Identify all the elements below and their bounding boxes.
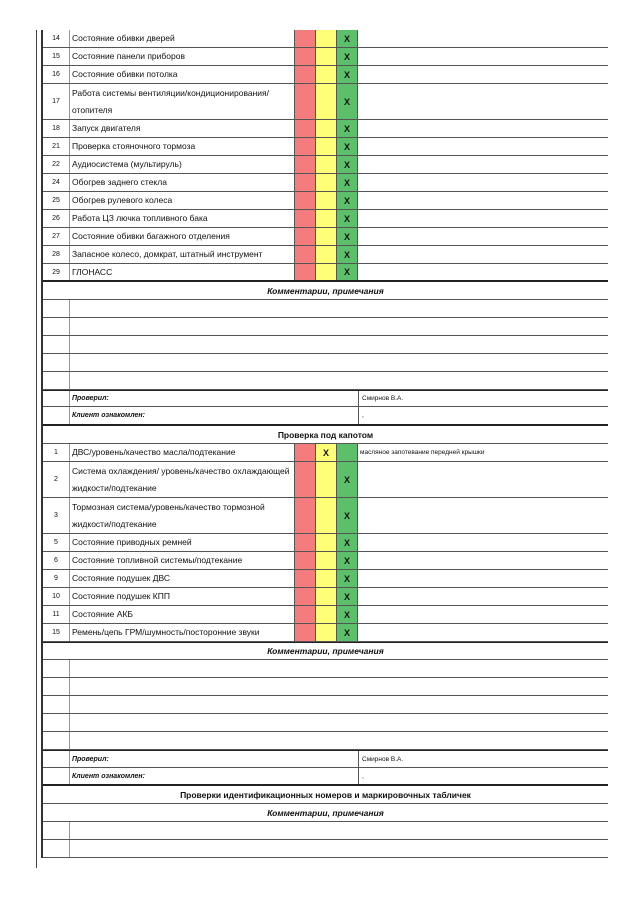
comment-line[interactable] (43, 696, 608, 714)
checklist-row (43, 48, 608, 66)
status-bad-cell[interactable] (294, 624, 315, 641)
item-note[interactable] (358, 66, 608, 83)
item-number: 27 (43, 228, 70, 245)
checklist-row (43, 66, 608, 84)
status-ok-cell[interactable]: X (336, 156, 358, 173)
item-note[interactable] (358, 228, 608, 245)
client-value[interactable]: , (362, 412, 364, 419)
item-name: Тормозная система/уровень/качество тормозной жидкости/подтекание (72, 501, 265, 529)
checklist-row (43, 444, 608, 462)
item-number: 24 (43, 174, 70, 191)
status-warn-cell[interactable] (315, 84, 336, 119)
status-ok-cell[interactable]: X (336, 462, 358, 497)
status-warn-cell[interactable] (315, 210, 336, 227)
item-number: 15 (43, 624, 70, 641)
checklist-row (43, 228, 608, 246)
item-number: 14 (43, 30, 70, 47)
inspection-sheet (41, 30, 608, 858)
item-name: Состояние обивки багажного отделения (72, 231, 230, 241)
status-bad-cell[interactable] (294, 534, 315, 551)
comment-line[interactable] (43, 822, 608, 840)
status-bad-cell[interactable] (294, 30, 315, 47)
status-bad-cell[interactable] (294, 66, 315, 83)
item-number: 18 (43, 120, 70, 137)
comment-line[interactable] (43, 732, 608, 750)
item-name: Проверка стояночного тормоза (72, 141, 196, 151)
checked-value[interactable]: Смирнов В.А. (362, 755, 404, 763)
item-number: 16 (43, 66, 70, 83)
comment-line[interactable] (43, 840, 608, 858)
checklist-row (43, 606, 608, 624)
status-warn-cell[interactable] (315, 66, 336, 83)
item-name: Состояние обивки потолка (72, 69, 178, 79)
item-number: 11 (43, 606, 70, 623)
status-warn-cell[interactable]: X (315, 444, 336, 461)
item-number: 2 (43, 462, 70, 497)
checklist-row (43, 498, 608, 534)
status-bad-cell[interactable] (294, 498, 315, 533)
item-name: Состояние подушек КПП (72, 591, 170, 601)
status-warn-cell[interactable] (315, 498, 336, 533)
status-warn-cell[interactable] (315, 48, 336, 65)
item-note[interactable] (358, 588, 608, 605)
status-warn-cell[interactable] (315, 552, 336, 569)
status-bad-cell[interactable] (294, 174, 315, 191)
item-name: Состояние подушек ДВС (72, 573, 171, 583)
status-bad-cell[interactable] (294, 138, 315, 155)
status-bad-cell[interactable] (294, 120, 315, 137)
checklist-row (43, 156, 608, 174)
status-bad-cell[interactable] (294, 570, 315, 587)
item-number: 1 (43, 444, 70, 461)
comment-line[interactable] (43, 372, 608, 390)
item-name: Обогрев рулевого колеса (72, 195, 173, 205)
item-note[interactable] (358, 48, 608, 65)
engine-comments-title: Комментарии, примечания (43, 642, 608, 660)
checklist-row (43, 534, 608, 552)
item-note[interactable] (358, 174, 608, 191)
status-bad-cell[interactable] (294, 84, 315, 119)
id-numbers-title: Проверки идентификационных номеров и маркировочных табличек (43, 786, 608, 804)
checklist-row (43, 588, 608, 606)
status-ok-cell[interactable]: X (336, 498, 358, 533)
page-margin-line (36, 30, 37, 868)
status-bad-cell[interactable] (294, 156, 315, 173)
item-note[interactable] (358, 84, 608, 119)
status-bad-cell[interactable] (294, 228, 315, 245)
checklist-row (43, 624, 608, 642)
item-number: 22 (43, 156, 70, 173)
item-number: 17 (43, 84, 70, 119)
status-warn-cell[interactable] (315, 534, 336, 551)
checklist-row (43, 84, 608, 120)
item-number: 15 (43, 48, 70, 65)
status-warn-cell[interactable] (315, 30, 336, 47)
status-ok-cell[interactable]: X (336, 84, 358, 119)
status-warn-cell[interactable] (315, 462, 336, 497)
item-note[interactable] (358, 264, 608, 280)
status-bad-cell[interactable] (294, 192, 315, 209)
item-name: Состояние обивки дверей (72, 33, 175, 43)
status-ok-cell[interactable]: X (336, 228, 358, 245)
status-bad-cell[interactable] (294, 264, 315, 280)
checklist-row (43, 552, 608, 570)
item-note[interactable]: масляное запотевание передней крышки (360, 449, 485, 456)
checked-value[interactable]: Смирнов В.А. (362, 395, 404, 402)
status-ok-cell[interactable]: X (336, 174, 358, 191)
status-bad-cell[interactable] (294, 48, 315, 65)
item-number: 28 (43, 246, 70, 263)
status-warn-cell[interactable] (315, 228, 336, 245)
item-name: Состояние топливной системы/подтекание (72, 555, 243, 565)
status-warn-cell[interactable] (315, 174, 336, 191)
status-ok-cell[interactable]: X (336, 120, 358, 137)
interior-checklist (43, 30, 608, 282)
item-name: Ремень/цепь ГРМ/шумность/посторонние звуки (72, 627, 260, 637)
item-note[interactable] (358, 498, 608, 533)
item-note[interactable] (358, 462, 608, 497)
checked-label: Проверил: (70, 751, 359, 767)
status-ok-cell[interactable]: X (336, 624, 358, 641)
status-warn-cell[interactable] (315, 246, 336, 263)
status-bad-cell[interactable] (294, 246, 315, 263)
status-ok-cell[interactable]: X (336, 192, 358, 209)
status-bad-cell[interactable] (294, 606, 315, 623)
item-note[interactable] (358, 534, 608, 551)
item-name: ДВС/уровень/качество масла/подтекание (72, 447, 236, 457)
status-ok-cell[interactable]: X (336, 210, 358, 227)
engine-bay-title: Проверка под капотом (43, 426, 608, 444)
status-warn-cell[interactable] (315, 192, 336, 209)
status-warn-cell[interactable] (315, 264, 336, 280)
item-number: 26 (43, 210, 70, 227)
status-bad-cell[interactable] (294, 462, 315, 497)
item-note[interactable] (358, 624, 608, 641)
status-bad-cell[interactable] (294, 552, 315, 569)
checklist-row (43, 210, 608, 228)
status-bad-cell[interactable] (294, 444, 315, 461)
checklist-row (43, 246, 608, 264)
item-name: Состояние АКБ (72, 609, 133, 619)
item-number: 3 (43, 498, 70, 533)
comment-line[interactable] (43, 336, 608, 354)
id-comments-title: Комментарии, примечания (43, 804, 608, 822)
id-comments-area (43, 822, 608, 858)
checklist-row (43, 192, 608, 210)
item-note[interactable] (358, 30, 608, 47)
item-number: 10 (43, 588, 70, 605)
item-note[interactable] (358, 570, 608, 587)
item-note[interactable] (358, 192, 608, 209)
status-ok-cell[interactable]: X (336, 534, 358, 551)
status-warn-cell[interactable] (315, 570, 336, 587)
status-ok-cell[interactable]: X (336, 246, 358, 263)
item-note[interactable] (358, 138, 608, 155)
interior-client-row (43, 407, 608, 426)
status-ok-cell[interactable]: X (336, 264, 358, 280)
engine-bay-checklist (43, 444, 608, 642)
item-note[interactable] (358, 606, 608, 623)
checked-label: Проверил: (70, 391, 359, 406)
item-number: 9 (43, 570, 70, 587)
status-warn-cell[interactable] (315, 120, 336, 137)
item-number: 5 (43, 534, 70, 551)
item-name: Запуск двигателя (72, 123, 141, 133)
checklist-row (43, 30, 608, 48)
engine-checked-row (43, 750, 608, 768)
item-name: Обогрев заднего стекла (72, 177, 167, 187)
status-warn-cell[interactable] (315, 138, 336, 155)
comment-line[interactable] (43, 660, 608, 678)
comment-line[interactable] (43, 714, 608, 732)
checklist-row (43, 462, 608, 498)
item-name: Аудиосистема (мультируль) (72, 159, 182, 169)
checklist-row (43, 120, 608, 138)
item-note[interactable] (358, 120, 608, 137)
status-ok-cell[interactable] (336, 444, 358, 461)
status-ok-cell[interactable]: X (336, 138, 358, 155)
item-number: 6 (43, 552, 70, 569)
checklist-row (43, 174, 608, 192)
item-number: 29 (43, 264, 70, 280)
item-number: 21 (43, 138, 70, 155)
status-ok-cell[interactable]: X (336, 66, 358, 83)
item-name: Работа системы вентиляции/кондиционирования/ отопителя (72, 87, 270, 115)
comment-line[interactable] (43, 354, 608, 372)
status-warn-cell[interactable] (315, 588, 336, 605)
item-name: Работа ЦЗ лючка топливного бака (72, 213, 208, 223)
client-label: Клиент ознакомлен: (70, 407, 359, 424)
status-ok-cell[interactable]: X (336, 30, 358, 47)
comment-line[interactable] (43, 300, 608, 318)
item-note[interactable] (358, 156, 608, 173)
interior-checked-row (43, 390, 608, 407)
status-ok-cell[interactable]: X (336, 606, 358, 623)
comment-line[interactable] (43, 678, 608, 696)
status-bad-cell[interactable] (294, 588, 315, 605)
status-warn-cell[interactable] (315, 624, 336, 641)
status-warn-cell[interactable] (315, 606, 336, 623)
client-value[interactable]: , (362, 772, 364, 780)
item-name: Запасное колесо, домкрат, штатный инструмент (72, 249, 263, 259)
interior-comments-title: Комментарии, примечания (43, 282, 608, 300)
status-ok-cell[interactable]: X (336, 570, 358, 587)
checklist-row (43, 138, 608, 156)
item-name: ГЛОНАСС (72, 266, 113, 277)
engine-comments-area (43, 660, 608, 750)
status-ok-cell[interactable]: X (336, 552, 358, 569)
status-ok-cell[interactable]: X (336, 48, 358, 65)
item-name: Состояние приводных ремней (72, 537, 192, 547)
item-note[interactable] (358, 210, 608, 227)
item-name: Система охлаждения/ уровень/качество охлаждающей жидкости/подтекание (72, 465, 290, 493)
status-ok-cell[interactable]: X (336, 588, 358, 605)
item-number: 25 (43, 192, 70, 209)
item-note[interactable] (358, 246, 608, 263)
item-name: Состояние панели приборов (72, 51, 185, 61)
status-warn-cell[interactable] (315, 156, 336, 173)
checklist-row (43, 570, 608, 588)
interior-comments-area (43, 300, 608, 390)
status-bad-cell[interactable] (294, 210, 315, 227)
engine-client-row (43, 768, 608, 786)
checklist-row (43, 264, 608, 282)
comment-line[interactable] (43, 318, 608, 336)
item-note[interactable] (358, 552, 608, 569)
client-label: Клиент ознакомлен: (70, 768, 359, 784)
